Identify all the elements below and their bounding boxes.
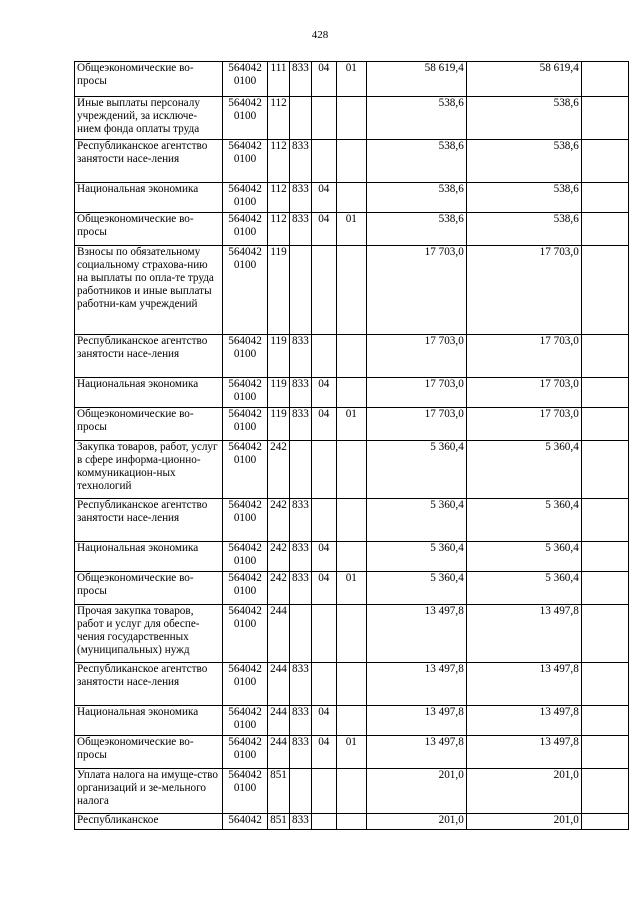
cell-subsection [336, 542, 366, 572]
cell-section [311, 769, 336, 814]
cell-expense-type: 111 [268, 62, 290, 97]
cell-name: Закупка товаров, работ, услуг в сфере информа-ционно-коммуникацион-ных технологий [75, 441, 223, 499]
cell-name: Национальная экономика [75, 706, 223, 736]
cell-section [311, 246, 336, 335]
cell-expense-type: 851 [268, 814, 290, 830]
cell-target-code: 564042 [223, 814, 268, 830]
cell-amount-budget: 5 360,4 [466, 441, 581, 499]
cell-section [311, 499, 336, 542]
cell-subsection [336, 663, 366, 706]
cell-admin-code: 833 [290, 213, 312, 246]
cell-expense-type: 112 [268, 140, 290, 183]
cell-expense-type: 242 [268, 499, 290, 542]
cell-empty [581, 605, 628, 663]
cell-admin-code: 833 [290, 736, 312, 769]
table-row [75, 335, 629, 378]
cell-subsection: 01 [336, 736, 366, 769]
cell-amount-budget: 538,6 [466, 213, 581, 246]
table-row [75, 736, 629, 769]
cell-subsection [336, 378, 366, 408]
cell-subsection [336, 441, 366, 499]
cell-admin-code: 833 [290, 335, 312, 378]
cell-amount-total: 58 619,4 [366, 62, 466, 97]
cell-amount-total: 201,0 [366, 769, 466, 814]
cell-empty [581, 408, 628, 441]
cell-empty [581, 499, 628, 542]
cell-amount-total: 17 703,0 [366, 408, 466, 441]
cell-amount-budget: 5 360,4 [466, 542, 581, 572]
cell-subsection [336, 246, 366, 335]
cell-target-code: 564042 0100 [223, 499, 268, 542]
table-row [75, 441, 629, 499]
cell-amount-total: 538,6 [366, 97, 466, 140]
table-row [75, 246, 629, 335]
cell-expense-type: 851 [268, 769, 290, 814]
cell-target-code: 564042 0100 [223, 408, 268, 441]
cell-empty [581, 441, 628, 499]
cell-target-code: 564042 0100 [223, 213, 268, 246]
cell-amount-total: 538,6 [366, 140, 466, 183]
cell-amount-total: 538,6 [366, 183, 466, 213]
cell-expense-type: 244 [268, 706, 290, 736]
cell-name: Прочая закупка товаров, работ и услуг для обеспе-чения государственных (муниципальных) нужд [75, 605, 223, 663]
cell-empty [581, 572, 628, 605]
table-row [75, 542, 629, 572]
cell-section: 04 [311, 183, 336, 213]
budget-table [74, 61, 629, 830]
cell-expense-type: 242 [268, 572, 290, 605]
cell-amount-total: 17 703,0 [366, 246, 466, 335]
cell-name: Республиканское [75, 814, 223, 830]
cell-section: 04 [311, 408, 336, 441]
cell-name: Республиканское агентство занятости насе-ления [75, 140, 223, 183]
cell-admin-code: 833 [290, 62, 312, 97]
cell-amount-budget: 5 360,4 [466, 499, 581, 542]
cell-amount-budget: 13 497,8 [466, 663, 581, 706]
cell-amount-budget: 538,6 [466, 140, 581, 183]
cell-name: Уплата налога на имуще-ство организаций и зе-мельного налога [75, 769, 223, 814]
cell-amount-budget: 538,6 [466, 97, 581, 140]
cell-expense-type: 119 [268, 408, 290, 441]
cell-expense-type: 119 [268, 335, 290, 378]
cell-admin-code [290, 97, 312, 140]
cell-amount-budget: 17 703,0 [466, 408, 581, 441]
cell-name: Национальная экономика [75, 542, 223, 572]
cell-amount-budget: 17 703,0 [466, 335, 581, 378]
cell-section [311, 140, 336, 183]
cell-empty [581, 62, 628, 97]
cell-subsection: 01 [336, 572, 366, 605]
cell-expense-type: 119 [268, 378, 290, 408]
cell-subsection [336, 814, 366, 830]
cell-target-code: 564042 0100 [223, 663, 268, 706]
table-row [75, 408, 629, 441]
table-row [75, 769, 629, 814]
cell-target-code: 564042 0100 [223, 246, 268, 335]
cell-amount-budget: 58 619,4 [466, 62, 581, 97]
cell-amount-budget: 13 497,8 [466, 736, 581, 769]
cell-amount-total: 13 497,8 [366, 605, 466, 663]
table-row [75, 140, 629, 183]
cell-amount-total: 17 703,0 [366, 335, 466, 378]
table-row [75, 499, 629, 542]
cell-subsection [336, 140, 366, 183]
cell-target-code: 564042 0100 [223, 736, 268, 769]
cell-admin-code: 833 [290, 183, 312, 213]
cell-expense-type: 119 [268, 246, 290, 335]
cell-name: Национальная экономика [75, 183, 223, 213]
cell-name: Общеэкономические во-просы [75, 213, 223, 246]
cell-admin-code [290, 605, 312, 663]
cell-amount-total: 17 703,0 [366, 378, 466, 408]
table-row [75, 572, 629, 605]
cell-empty [581, 769, 628, 814]
cell-section: 04 [311, 213, 336, 246]
cell-expense-type: 112 [268, 97, 290, 140]
cell-amount-budget: 13 497,8 [466, 706, 581, 736]
cell-admin-code: 833 [290, 706, 312, 736]
cell-amount-budget: 201,0 [466, 814, 581, 830]
cell-subsection [336, 183, 366, 213]
cell-section [311, 441, 336, 499]
cell-expense-type: 242 [268, 542, 290, 572]
table-row [75, 605, 629, 663]
cell-section [311, 335, 336, 378]
cell-expense-type: 242 [268, 441, 290, 499]
cell-subsection [336, 335, 366, 378]
cell-target-code: 564042 0100 [223, 62, 268, 97]
cell-target-code: 564042 0100 [223, 769, 268, 814]
cell-amount-budget: 5 360,4 [466, 572, 581, 605]
cell-name: Общеэкономические во-просы [75, 572, 223, 605]
cell-target-code: 564042 0100 [223, 706, 268, 736]
cell-subsection: 01 [336, 62, 366, 97]
cell-section: 04 [311, 378, 336, 408]
cell-empty [581, 706, 628, 736]
cell-section: 04 [311, 706, 336, 736]
cell-subsection: 01 [336, 408, 366, 441]
cell-admin-code: 833 [290, 663, 312, 706]
cell-amount-total: 5 360,4 [366, 572, 466, 605]
table-row [75, 183, 629, 213]
cell-empty [581, 246, 628, 335]
cell-section [311, 814, 336, 830]
cell-subsection [336, 97, 366, 140]
cell-empty [581, 183, 628, 213]
page-number: 428 [311, 29, 329, 41]
cell-name: Иные выплаты персоналу учреждений, за исключе-нием фонда оплаты труда [75, 97, 223, 140]
cell-empty [581, 97, 628, 140]
cell-name: Национальная экономика [75, 378, 223, 408]
cell-subsection [336, 706, 366, 736]
cell-empty [581, 542, 628, 572]
cell-expense-type: 244 [268, 663, 290, 706]
cell-amount-total: 13 497,8 [366, 663, 466, 706]
table-row [75, 814, 629, 830]
cell-amount-total: 13 497,8 [366, 706, 466, 736]
cell-target-code: 564042 0100 [223, 140, 268, 183]
table-row [75, 213, 629, 246]
cell-admin-code: 833 [290, 378, 312, 408]
cell-empty [581, 213, 628, 246]
cell-name: Общеэкономические во-просы [75, 62, 223, 97]
cell-amount-total: 5 360,4 [366, 499, 466, 542]
cell-expense-type: 244 [268, 605, 290, 663]
cell-amount-budget: 201,0 [466, 769, 581, 814]
cell-section: 04 [311, 572, 336, 605]
cell-empty [581, 814, 628, 830]
cell-admin-code: 833 [290, 499, 312, 542]
cell-target-code: 564042 0100 [223, 335, 268, 378]
cell-amount-total: 538,6 [366, 213, 466, 246]
cell-subsection: 01 [336, 213, 366, 246]
cell-target-code: 564042 0100 [223, 542, 268, 572]
table-row [75, 62, 629, 97]
cell-subsection [336, 605, 366, 663]
table-row [75, 378, 629, 408]
cell-name: Республиканское агентство занятости насе-ления [75, 499, 223, 542]
cell-empty [581, 663, 628, 706]
cell-name: Республиканское агентство занятости насе-ления [75, 335, 223, 378]
cell-amount-budget: 538,6 [466, 183, 581, 213]
cell-expense-type: 112 [268, 183, 290, 213]
cell-amount-total: 201,0 [366, 814, 466, 830]
cell-section [311, 663, 336, 706]
cell-section: 04 [311, 542, 336, 572]
cell-target-code: 564042 0100 [223, 572, 268, 605]
cell-empty [581, 140, 628, 183]
cell-section [311, 605, 336, 663]
cell-name: Республиканское агентство занятости насе-ления [75, 663, 223, 706]
cell-name: Взносы по обязательному социальному страхова-нию на выплаты по опла-те труда работников и иные выплаты работни-кам учреждений [75, 246, 223, 335]
cell-name: Общеэкономические во-просы [75, 736, 223, 769]
cell-amount-budget: 17 703,0 [466, 246, 581, 335]
cell-amount-budget: 13 497,8 [466, 605, 581, 663]
cell-admin-code [290, 441, 312, 499]
cell-amount-total: 5 360,4 [366, 542, 466, 572]
cell-name: Общеэкономические во-просы [75, 408, 223, 441]
cell-admin-code [290, 246, 312, 335]
cell-admin-code: 833 [290, 572, 312, 605]
cell-target-code: 564042 0100 [223, 441, 268, 499]
cell-subsection [336, 499, 366, 542]
cell-expense-type: 244 [268, 736, 290, 769]
cell-expense-type: 112 [268, 213, 290, 246]
cell-admin-code: 833 [290, 542, 312, 572]
cell-admin-code: 833 [290, 408, 312, 441]
cell-target-code: 564042 0100 [223, 97, 268, 140]
cell-empty [581, 335, 628, 378]
cell-subsection [336, 769, 366, 814]
cell-section [311, 97, 336, 140]
cell-empty [581, 736, 628, 769]
table-body [75, 62, 629, 830]
cell-empty [581, 378, 628, 408]
cell-amount-total: 13 497,8 [366, 736, 466, 769]
cell-section: 04 [311, 736, 336, 769]
table-row [75, 663, 629, 706]
cell-admin-code [290, 769, 312, 814]
table-row [75, 706, 629, 736]
cell-target-code: 564042 0100 [223, 183, 268, 213]
cell-section: 04 [311, 62, 336, 97]
table-row [75, 97, 629, 140]
cell-amount-budget: 17 703,0 [466, 378, 581, 408]
cell-target-code: 564042 0100 [223, 605, 268, 663]
cell-target-code: 564042 0100 [223, 378, 268, 408]
cell-admin-code: 833 [290, 814, 312, 830]
cell-admin-code: 833 [290, 140, 312, 183]
cell-amount-total: 5 360,4 [366, 441, 466, 499]
